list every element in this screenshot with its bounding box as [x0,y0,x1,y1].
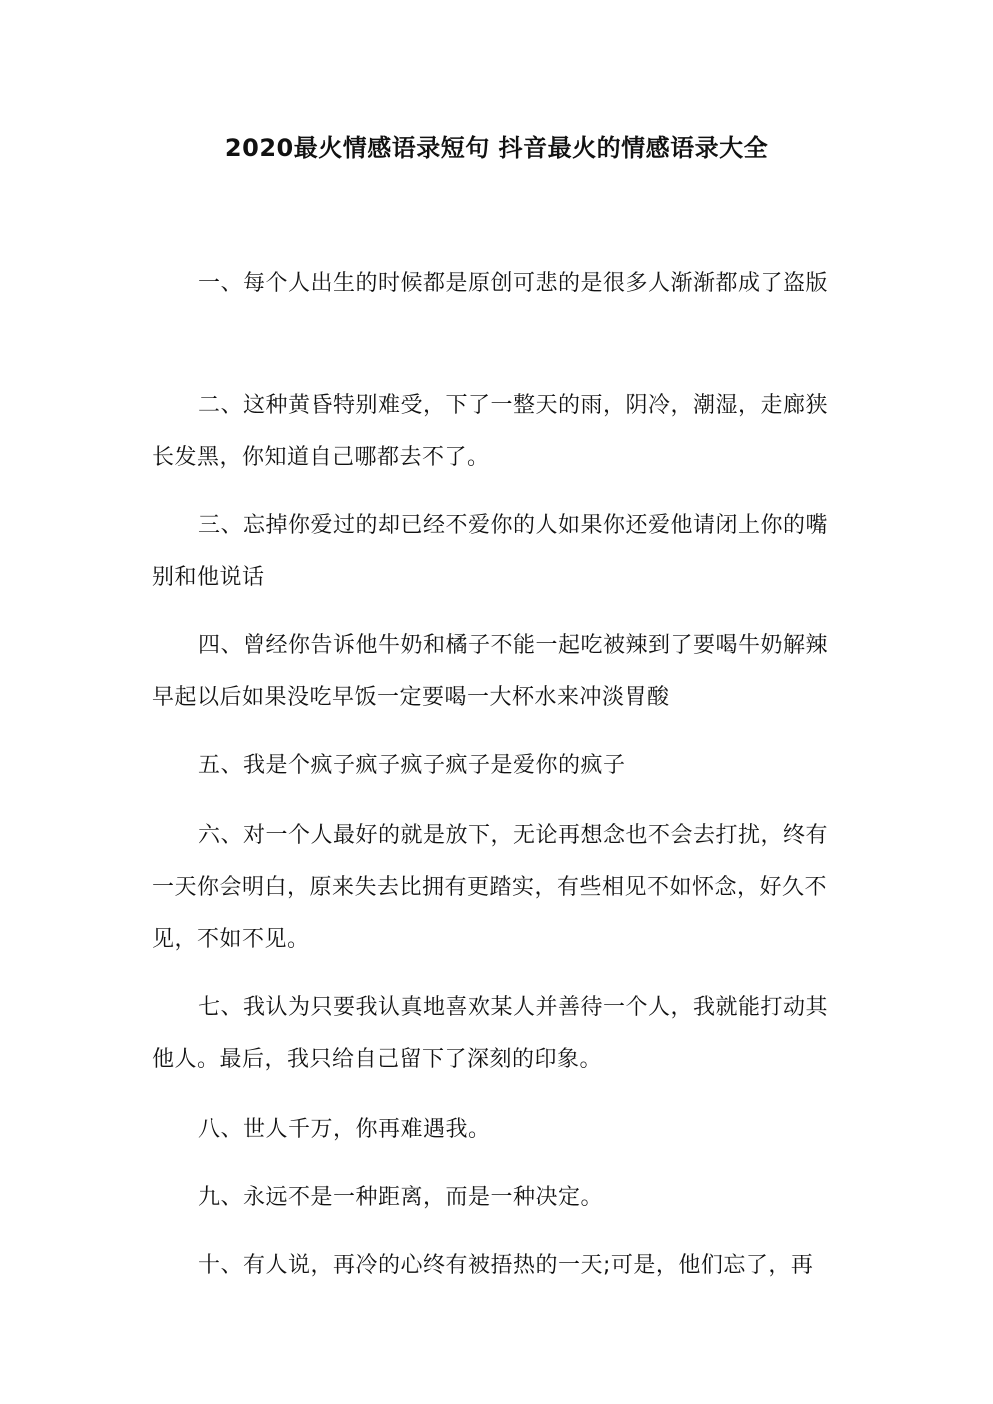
paragraph-3: 三、忘掉你爱过的却已经不爱你的人如果你还爱他请闭上你的嘴别和他说话 [152,513,829,590]
paragraph-1: 一、每个人出生的时候都是原创可悲的是很多人渐渐都成了盗版 [198,271,829,296]
paragraph-4: 四、曾经你告诉他牛奶和橘子不能一起吃被辣到了要喝牛奶解辣早起以后如果没吃早饭一定要喝一大杯水来冲淡胃酸 [152,633,829,710]
paragraph-10: 十、有人说，再冷的心终有被捂热的一天;可是，他们忘了，再 [198,1253,814,1278]
document-title: 2020最火情感语录短句 抖音最火的情感语录大全 [224,134,769,162]
paragraph-9: 九、永远不是一种距离，而是一种决定。 [198,1185,604,1210]
paragraph-5: 五、我是个疯子疯子疯子疯子是爱你的疯子 [198,753,626,778]
paragraph-7: 七、我认为只要我认真地喜欢某人并善待一个人，我就能打动其他人。最后，我只给自己留下了深刻的印象。 [152,995,829,1072]
paragraph-6: 六、对一个人最好的就是放下，无论再想念也不会去打扰，终有一天你会明白，原来失去比拥有更踏实，有些相见不如怀念，好久不见，不如不见。 [152,823,829,952]
paragraph-2: 二、这种黄昏特别难受，下了一整天的雨，阴冷，潮湿，走廊狭长发黑，你知道自己哪都去不了。 [152,393,829,470]
paragraph-8: 八、世人千万，你再难遇我。 [198,1117,491,1142]
